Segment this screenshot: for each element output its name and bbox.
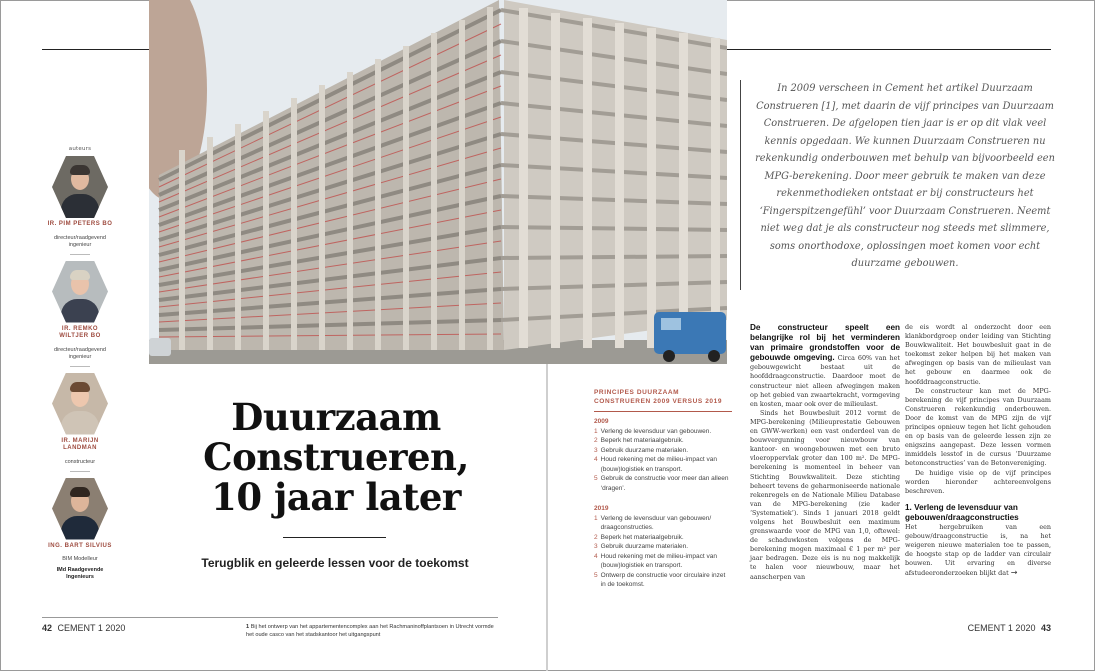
- photo-caption: [246, 623, 496, 639]
- title-rule: [283, 537, 386, 538]
- column: [431, 33, 437, 350]
- van-window: [661, 318, 681, 330]
- title-line: Construeren,: [203, 435, 469, 479]
- footnote-rule: [42, 617, 498, 618]
- principle-text: Houd rekening met de milieu-impact van (bouw)logistiek en transport.: [600, 552, 717, 569]
- sidebar-year: 2019: [594, 505, 609, 512]
- author-role-line: BIM Modelleur: [62, 556, 98, 562]
- article-subtitle: Terugblik en geleerde lessen voor de toekomst: [201, 556, 469, 570]
- principle-number: 2: [594, 437, 598, 444]
- principle-number: 5: [594, 571, 598, 579]
- principle-number: 5: [594, 475, 598, 482]
- principle-number: 3: [594, 543, 598, 550]
- author-divider: [70, 471, 90, 472]
- principle-text: Gebruik de constructie voor meer dan alleen ‘dragen’.: [600, 475, 729, 492]
- principles-list: [594, 427, 732, 494]
- principle-text: Verleng de levensduur van gebouwen/ draagconstructies.: [600, 514, 712, 531]
- column: [347, 72, 353, 350]
- principle-text: Beperk het materiaalgebruik.: [600, 437, 684, 444]
- page-number: 42: [42, 623, 53, 633]
- principle-item: [594, 514, 732, 533]
- body-column-1: [750, 323, 900, 582]
- authors-label: auteurs: [68, 146, 92, 152]
- title-line: 10 jaar later: [211, 475, 461, 519]
- body-paragraph: De constructeur kan met de MPG-berekening de vijf principes van Duurzaam Construeren rekenkundig onderbouwen. Door de komst van de MPG zijn de vijf principes opnieuw tegen het licht gehouden en op basis van de geleerde lessen zijn ze enigszins aangepast. Deze lessen vormen inmiddels lesstof in de cursus ‘Duurzame betonconstructies’ van de Betonvereniging.: [905, 386, 1051, 468]
- principle-item: [594, 474, 732, 493]
- magazine-issue: CEMENT 1 2020: [57, 623, 126, 633]
- column: [375, 59, 381, 350]
- sidebar-title-line: CONSTRUEREN 2009 VERSUS 2019: [594, 398, 723, 405]
- principle-text: Ontwerp de constructie voor circulaire inzet in de toekomst.: [600, 571, 726, 588]
- column: [487, 7, 493, 350]
- top-rule-left: [42, 49, 149, 50]
- author-name-line: IR. MARIJN: [61, 437, 99, 444]
- body-paragraph: [905, 523, 1051, 579]
- column: [583, 18, 592, 348]
- principles-sidebar: [594, 388, 732, 590]
- column: [519, 8, 528, 348]
- body-text: Het hergebruiken van een gebouw/draagconstructie is, na het weigeren nieuwe materialen toe te passen, de hoogste stap op de ladder van circulair bouwen. Uit ervaring en diverse afstudeeronderzoeken blijkt dat: [905, 522, 1051, 578]
- author-name-line: LANDMAN: [63, 445, 97, 451]
- caption-number: 1: [246, 624, 250, 630]
- principles-group: [594, 417, 732, 493]
- body-paragraph: de eis wordt al onderzocht door een klankbordgroep onder leiding van Stichting Bouwkwaliteit. Het bouwbesluit gaat in de toekomst zeker helpen bij het maken van afwegingen op basis van de milieulast van het gebouw en daarmee ook de hoofddraagconstructie.: [905, 323, 1051, 386]
- principle-item: [594, 446, 732, 456]
- author-name-line: WILTJER BO: [59, 333, 101, 339]
- column: [615, 23, 624, 348]
- principle-text: Houd rekening met de milieu-impact van (bouw)logistiek en transport.: [600, 456, 717, 473]
- page-number: 43: [1040, 623, 1051, 633]
- author-name: [42, 221, 118, 229]
- column: [647, 28, 656, 348]
- column: [179, 150, 185, 350]
- author-company: [42, 567, 118, 581]
- principle-item: [594, 455, 732, 474]
- sidebar-title: [594, 388, 732, 412]
- author-role-line: directeur/raadgevend: [54, 346, 106, 353]
- column: [459, 20, 465, 350]
- author-card: [42, 156, 118, 255]
- folio-left: [42, 623, 125, 633]
- author-name-line: IR. PIM PETERS BO: [47, 221, 113, 227]
- avatar: [52, 478, 108, 540]
- author-company-line: IMd Raadgevende: [56, 567, 104, 573]
- author-name: [42, 438, 118, 453]
- column: [291, 98, 297, 350]
- lead-sentence: De constructeur speelt een belangrijke rol bij het verminderen van primaire grondstoffen voor de gebouwde omgeving.: [750, 323, 900, 363]
- principles-group: [594, 493, 732, 590]
- caption-text: Bij het ontwerp van het appartementencomplex aan het Rachmaninoffplantsoen in Utrecht vormde het oude casco van het stadskantoor het uitgangspunt: [246, 624, 494, 638]
- sidebar-groups: [594, 417, 732, 590]
- principle-number: 2: [594, 533, 598, 541]
- author-role-line: directeur/raadgevend: [54, 234, 106, 241]
- sidebar-title-line: PRINCIPES DUURZAAM: [594, 389, 680, 396]
- body-paragraph: Sinds het Bouwbesluit 2012 vormt de MPG-berekening (Milieuprestatie Gebouwen en GWW-werken) een vast onderdeel van de bouwvergunning voor nieuwbouw van kantoor- en woongebouwen met een bruto vloeroppervlak groter dan 100 m². De MPG-berekening is momenteel in beheer van Stichting Bouwkwaliteit. Deze stichting beheert tevens de geharmoniseerde nationale rekenregels en de Nationale Milieu Database van de MPG-berekening (zie kader ‘Systematiek’). Sinds 1 januari 2018 geldt volgens het Bouwbesluit een maximum grenswaarde voor de MPG van 1,0, oftewel: de schaduwkosten volgens de MPG-berekening mogen maximaal € 1 per m² per jaar bedragen. Deze eis is nu nog makkelijk te halen voor nieuwbouw, maar het aanscherpen van: [750, 408, 900, 581]
- column: [403, 46, 409, 350]
- principle-item: [594, 427, 732, 437]
- principle-text: Beperk het materiaalgebruik.: [600, 533, 684, 541]
- author-role: [42, 459, 118, 466]
- principle-text: Verleng de levensduur van gebouwen.: [600, 427, 712, 435]
- author-card: [42, 261, 118, 367]
- article-title: [186, 397, 486, 517]
- sidebar-year: 2009: [594, 418, 609, 425]
- column: [679, 33, 688, 348]
- principle-item: [594, 552, 732, 571]
- principle-number: 1: [594, 427, 598, 435]
- principle-text: Gebruik duurzame materialen.: [600, 446, 689, 454]
- top-rule-right: [727, 49, 1051, 50]
- author-name-line: IR. REMKO: [61, 325, 99, 332]
- column: [263, 111, 269, 350]
- column: [207, 137, 213, 350]
- magazine-issue: CEMENT 1 2020: [967, 623, 1036, 633]
- principle-item: [594, 436, 732, 446]
- body-column-2: [905, 323, 1051, 578]
- author-name: [42, 326, 118, 341]
- intro-paragraph: In 2009 verscheen in Cement het artikel Duurzaam Construeren [1], met daarin de vijf principes van Duurzaam Construeren. De afgelopen tien jaar is er op dit vlak veel kennis opgedaan. We kunnen Duurzaam Construeren nu rekenkundig onderbouwen met behulp van bijvoorbeeld een MPG-berekening. Door meer gebruik te maken van deze rekenmethodieken ontstaat er bij constructeurs het ‘Fingerspitzengefühl’ voor Duurzaam Construeren. Neemt niet weg dat je als constructeur nog steeds met slimmere, soms onorthodoxe, oplossingen moet komen voor echt duurzame gebouwen.: [740, 80, 1055, 290]
- principle-item: [594, 542, 732, 552]
- section-heading: 1. Verleng de levensduur van gebouwen/draagconstructies: [905, 502, 1019, 522]
- author-role-line: constructeur: [64, 458, 96, 465]
- column: [711, 38, 720, 348]
- author-role: [42, 347, 118, 361]
- avatar: [52, 261, 108, 323]
- folio-right: [968, 623, 1051, 633]
- author-company-line: Ingenieurs: [66, 574, 94, 580]
- title-line: Duurzaam: [231, 395, 441, 439]
- principles-list: [594, 514, 732, 590]
- author-card: [42, 373, 118, 472]
- principle-item: [594, 571, 732, 590]
- author-role: [42, 235, 118, 249]
- author-name: [42, 543, 118, 551]
- principle-number: 4: [594, 456, 598, 463]
- avatar: [52, 156, 108, 218]
- van-wheel: [663, 350, 675, 362]
- author-divider: [70, 254, 90, 255]
- floor-slab: [501, 256, 727, 258]
- column: [235, 124, 241, 350]
- authors-list: [42, 156, 118, 581]
- spacer: [594, 493, 732, 501]
- author-card: [42, 478, 118, 582]
- body-paragraph: Circa 60% van het gebouwgewicht bestaat uit de hoofddraagconstructie. Daardoor moet de constructeur niet alleen afwegingen maken op het gebied van zwaartekracht, vormgeving en kosten, maar ook over de milieulast.: [750, 354, 900, 408]
- avatar: [52, 373, 108, 435]
- van-wheel: [708, 350, 720, 362]
- author-role: [42, 556, 118, 563]
- car: [149, 338, 171, 356]
- author-name-line: ING. BART SILVIUS: [48, 542, 112, 549]
- principle-number: 3: [594, 446, 598, 454]
- authors-column: [42, 146, 118, 587]
- author-divider: [70, 366, 90, 367]
- body-paragraph: De huidige visie op de vijf principes worden hieronder achtereenvolgens beschreven.: [905, 468, 1051, 495]
- author-role-line: ingenieur: [68, 241, 92, 248]
- column: [319, 85, 325, 350]
- column: [551, 13, 560, 348]
- building-photo: [149, 0, 727, 364]
- principle-number: 1: [594, 514, 598, 522]
- author-role-line: ingenieur: [68, 353, 92, 360]
- principle-text: Gebruik duurzame materialen.: [600, 543, 689, 550]
- continue-arrow-icon: →: [1010, 568, 1018, 578]
- principle-number: 4: [594, 552, 598, 560]
- principle-item: [594, 533, 732, 543]
